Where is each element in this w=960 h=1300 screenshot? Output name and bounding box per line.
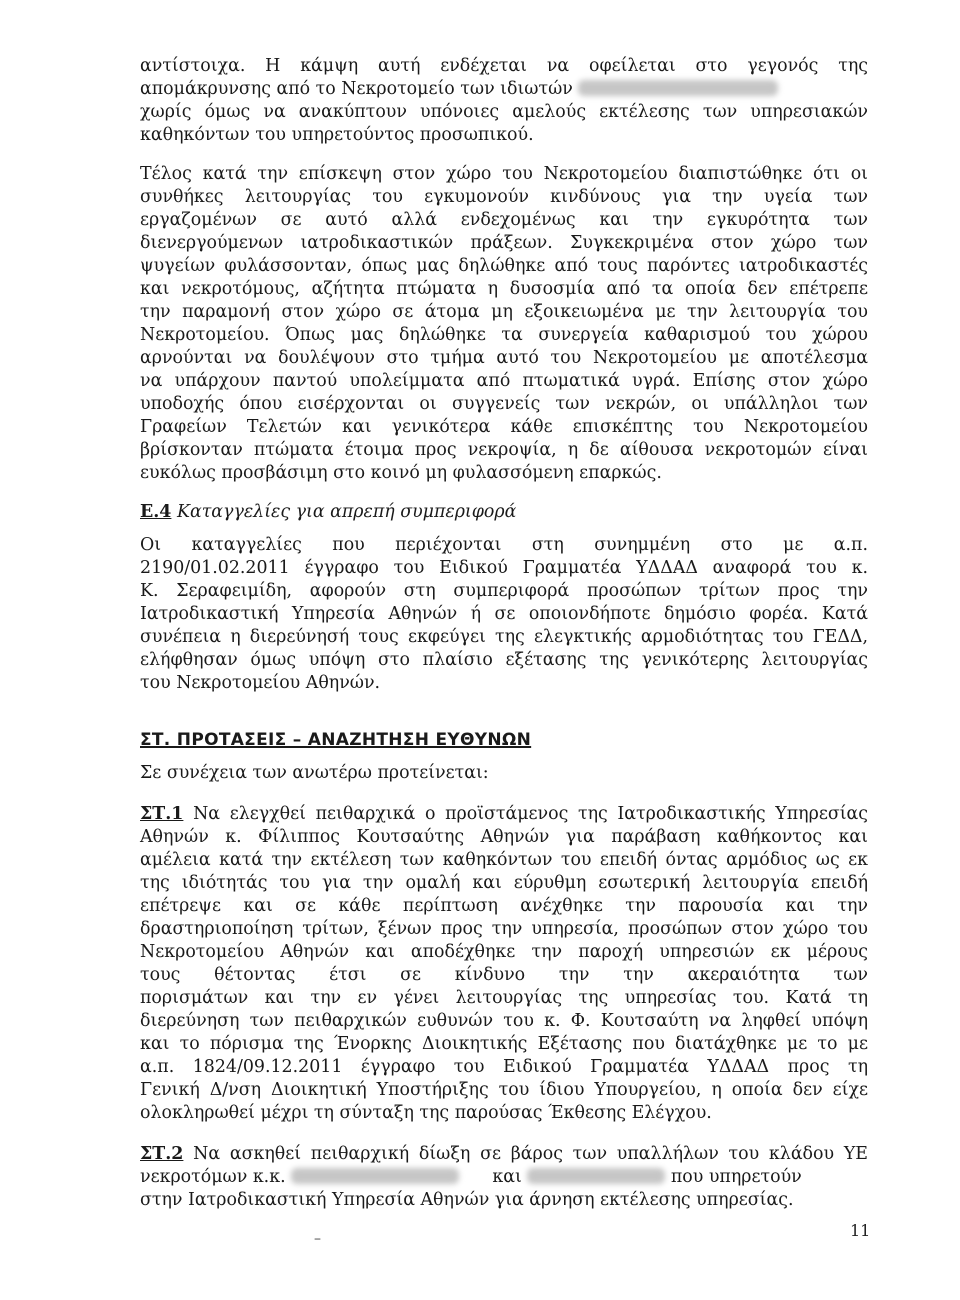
text-line: της ιδιότητάς του για την ομαλή και εύρυθμη εσωτερική λειτουργία επειδή [140,873,868,893]
chapter-title: ΣΤ. ΠΡΟΤΑΣΕΙΣ – ΑΝΑΖΗΤΗΣΗ ΕΥΘΥΝΩΝ [140,730,532,750]
redacted-name [578,80,778,96]
text-line: αρνούνται να δουλέψουν στο τμήμα αυτό του Νεκροτομείου με αποτέλεσμα [140,348,868,368]
text-line: Ιατροδικαστική Υπηρεσία Αθηνών ή σε οποιονδήποτε δημόσιο φορέα. Κατά [140,604,868,624]
text-line: ολοκληρωθεί μέχρι τη σύνταξη της παρούσας Έκθεσης Ελέγχου. [140,1103,712,1123]
text-line: ελήφθησαν όμως υπόψη στο πλαίσιο εξέτασης της γενικότερης λειτουργίας [140,650,868,670]
text-line: α.π. 1824/09.12.2011 έγγραφο του Ειδικού Γραμματέα ΥΔΔΑΔ προς τη [140,1057,868,1077]
text-line: συνέπεια η διερεύνησή τους εκφεύγει της ελεγκτικής αρμοδιότητας του ΓΕΔΔ, [140,627,868,647]
text-line: χωρίς όμως να ανακύπτουν υπόνοιες αμελούς εκτέλεσης των υπηρεσιακών [140,102,868,122]
text-line [140,1166,868,1189]
proposal-st2 [140,1143,868,1212]
text-line [140,78,868,101]
text-line: να υπάρχουν παντού υπολείμματα από πτωματικά υγρά. Επίσης στον χώρο [140,371,868,391]
text-line [140,803,868,826]
text-line: Γραφείων Τελετών και γενικότερα κάθε επισκέπτης του Νεκροτομείου [140,417,868,437]
section-title: Καταγγελίες για απρεπή συμπεριφορά [176,502,517,522]
text-span: απομάκρυνσης από το Νεκροτομείο των ιδιωτών [140,79,573,99]
text-line: ψυγείων φυλάσσονταν, όπως μας δηλώθηκε από τους παρόντες ιατροδικαστές [140,256,868,276]
text-line: Νεκροτομείου Αθηνών και αποδέχθηκε την παροχή υπηρεσιών εκ μέρους [140,942,868,962]
text-line: Αθηνών κ. Φίλιππος Κουτσαύτης Αθηνών για παράβαση καθήκοντος και [140,827,868,847]
text-line: Γενική Δ/νση Διοικητική Υποστήριξης του ίδιου Υπουργείου, η οποία δεν είχε [140,1080,868,1100]
section-label: Ε.4 [140,502,172,522]
text-line: στην Ιατροδικαστική Υπηρεσία Αθηνών για άρνηση εκτέλεσης υπηρεσίας. [140,1190,794,1210]
text-line: διενεργούμενων ιατροδικαστικών πράξεων. Συγκεκριμένα στον χώρο των [140,233,868,253]
text-line: πορισμάτων και την εν γένει λειτουργίας της υπηρεσίας του. Κατά τη [140,988,868,1008]
section-e4 [140,501,868,695]
text-line: διερεύνηση των πειθαρχικών ευθυνών του κ. Φ. Κουτσαύτη να ληφθεί υπόψη [140,1011,868,1031]
text-line: τους θέτοντας έτσι σε κίνδυνο την την ακεραιότητα των [140,965,868,985]
document-body [140,55,868,1212]
text-line: υποδοχής όπου εισέρχονται οι συγγενείς των νεκρών, οι υπάλληλοι των [140,394,868,414]
redacted-name [291,1168,459,1184]
text-line: Νεκροτομείου. Όπως μας δηλώθηκε τα συνεργεία καθαρισμού του χώρου [140,325,868,345]
text-line: αντίστοιχα. Η κάμψη αυτή ενδέχεται να οφείλεται στο γεγονός της [140,56,868,76]
text-line: καθηκόντων του υπηρετούντος προσωπικού. [140,125,534,145]
chapter-heading [140,729,868,752]
text-line: αμέλεια κατά την εκτέλεση των καθηκόντων του επειδή όντας αρμόδιος ως εκ [140,850,868,870]
section-st [140,729,868,1212]
text-line: Τέλος κατά την επίσκεψη στον χώρο του Νεκροτομείου διαπιστώθηκε ότι οι [140,164,868,184]
section-heading [140,501,868,524]
text-line: την παραμονή στον χώρο σε άτομα μη εξοικειωμένα με την λειτουργία του [140,302,868,322]
text-line: και νεκροτόμους, αζήτητα πτώματα η δυσοσμία από τα οποία δεν επέτρεπε [140,279,868,299]
text-line [140,1143,868,1166]
text-span: που υπηρετούν [670,1167,802,1187]
text-line: ευκόλως προσβάσιμη στο κοινό μη φυλασσόμενη επαρκώς. [140,463,662,483]
text-span: Να ασκηθεί πειθαρχική δίωξη σε βάρος των υπαλλήλων του κλάδου ΥΕ [193,1144,868,1164]
proposal-label: ΣΤ.2 [140,1144,184,1164]
text-line: και το πόρισμα της Ένορκης Διοικητικής Εξέτασης που διατάχθηκε με το με [140,1034,868,1054]
proposal-st1 [140,803,868,1125]
text-line: Σε συνέχεια των ανωτέρω προτείνεται: [140,763,489,783]
text-span: νεκροτόμων κ.κ. [140,1167,286,1187]
text-span: και [492,1167,522,1187]
page-number: 11 [850,1221,871,1240]
paragraph-mortuary-conditions [140,163,868,485]
text-line: συνθήκες λειτουργίας του εγκυμονούν κινδύνους για την υγεία των [140,187,868,207]
text-line: επέτρεψε και σε κάθε περίπτωση ανέχθηκε την παρουσία και την [140,896,868,916]
proposal-label: ΣΤ.1 [140,804,184,824]
text-line: εργαζομένων σε αυτό αλλά ενδεχομένως και την εγκυρότητα των [140,210,868,230]
text-line: 2190/01.02.2011 έγγραφο του Ειδικού Γραμματέα ΥΔΔΑΔ αναφορά του κ. [140,558,868,578]
text-line: Οι καταγγελίες που περιέχονται στη συνημμένη στο με α.π. [140,535,868,555]
text-line: Κ. Σεραφειμίδη, αφορούν στη συμπεριφορά προσώπων τρίτων προς την [140,581,868,601]
text-line: βρίσκονταν πτώματα έτοιμα προς νεκροψία, η δε αίθουσα νεκροτομών είναι [140,440,868,460]
text-line: του Νεκροτομείου Αθηνών. [140,673,381,693]
text-line: δραστηριοποίηση τρίτων, ξένων προς την υπηρεσία, προσώπων στον χώρο του [140,919,868,939]
text-span: Να ελεγχθεί πειθαρχικά ο προϊστάμενος της Ιατροδικαστικής Υπηρεσίας [193,804,868,824]
redacted-name [527,1168,665,1184]
paragraph-continuation [140,55,868,147]
footer-mark: – [314,1231,321,1247]
